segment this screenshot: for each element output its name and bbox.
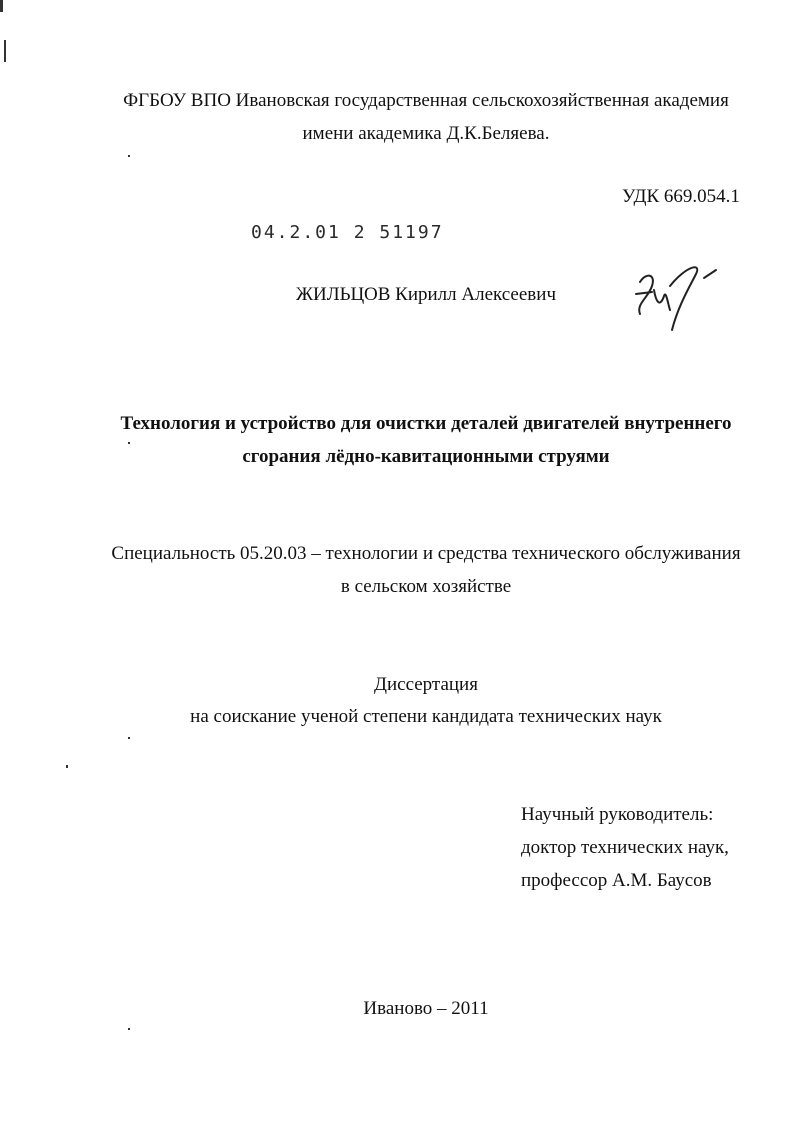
scan-mark [128, 155, 130, 157]
supervisor-label: Научный руководитель: [521, 804, 714, 825]
author-name: ЖИЛЬЦОВ Кирилл Алексеевич [296, 284, 556, 305]
scan-mark [66, 765, 68, 768]
supervisor-degree: доктор технических наук, [521, 837, 729, 858]
author-signature [626, 256, 718, 334]
degree-line: на соискание ученой степени кандидата технических наук [190, 706, 662, 727]
institution-line-1: ФГБОУ ВПО Ивановская государственная сельскохозяйственная академия [123, 90, 729, 111]
city-year: Иваново – 2011 [363, 998, 489, 1019]
thesis-title-line-2: сгорания лёдно-кавитационными струями [242, 446, 610, 467]
thesis-title-line-1: Технология и устройство для очистки деталей двигателей внутреннего [120, 413, 732, 434]
specialty-line-2: в сельском хозяйстве [340, 576, 512, 597]
scan-mark [128, 442, 130, 444]
scan-mark [128, 737, 130, 739]
udc-code: УДК 669.054.1 [622, 186, 740, 207]
scan-mark [128, 1028, 130, 1030]
document-type: Диссертация [374, 674, 478, 695]
specialty-line-1: Специальность 05.20.03 – технологии и средства технического обслуживания [111, 543, 741, 564]
supervisor-name: профессор А.М. Баусов [521, 870, 712, 891]
scan-mark [0, 0, 3, 12]
archive-stamp: 04.2.01 2 51197 [251, 222, 444, 243]
institution-line-2: имени академика Д.К.Беляева. [302, 123, 550, 144]
scan-mark [4, 40, 6, 62]
